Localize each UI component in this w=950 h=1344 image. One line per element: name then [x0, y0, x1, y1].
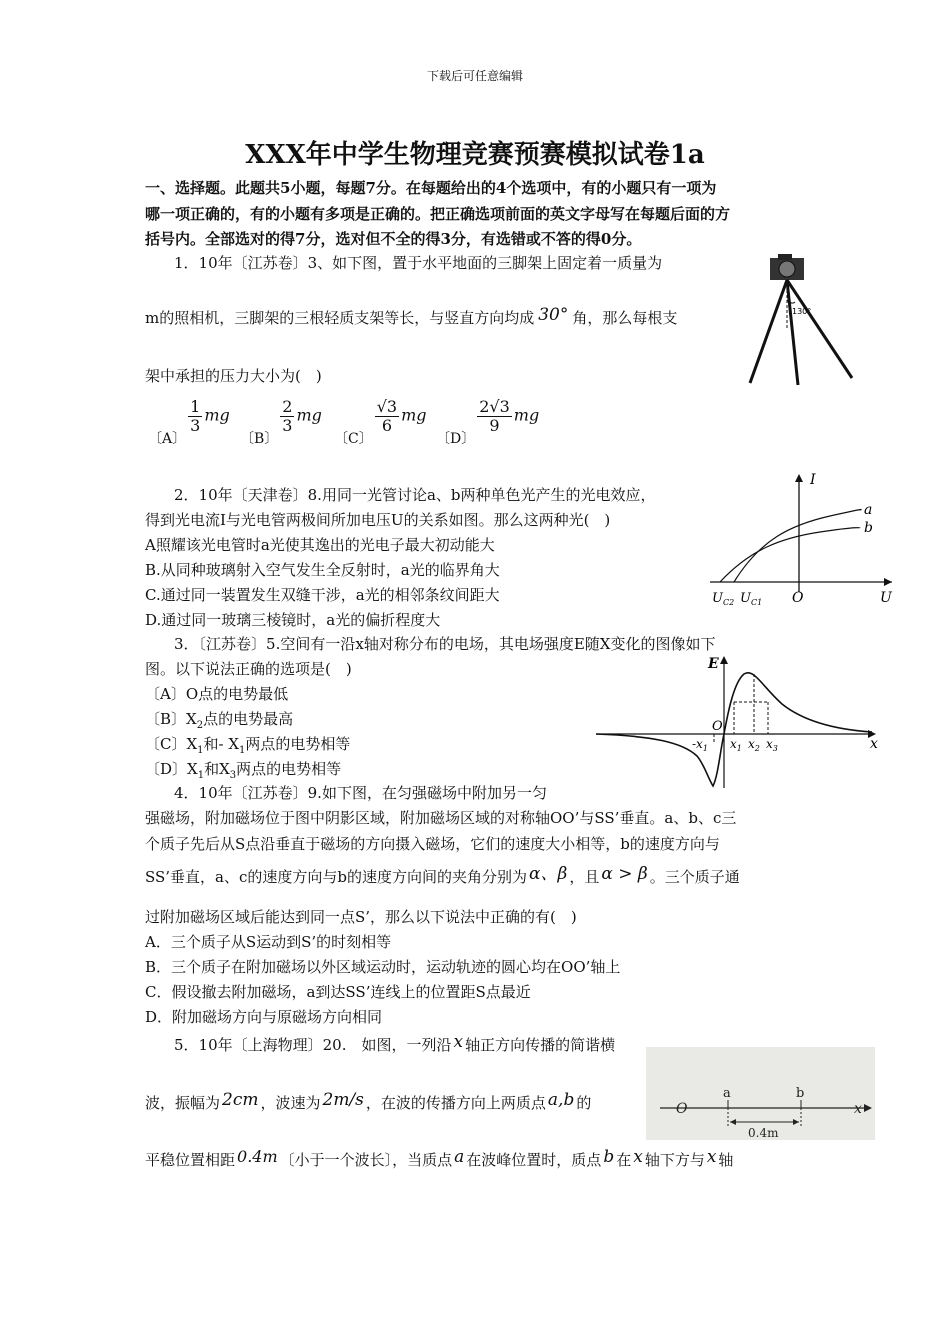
q5-a-var: a — [454, 1147, 465, 1167]
field-curve-negative — [596, 734, 724, 786]
q3-line1: 3．〔江苏卷〕5.空间有一沿x轴对称分布的电场，其电场强度E随X变化的图像如下 — [174, 635, 716, 653]
q2-option-a: A照耀该光电管时a光使其逸出的光电子最大初动能大 — [145, 536, 495, 554]
neg-x1-label: $-x_1$ — [692, 737, 708, 753]
q5-x-var-2: x — [633, 1147, 643, 1167]
q5-line3b: 〔小于一个波长〕，当质点 — [279, 1151, 453, 1169]
curve-a-label: a — [864, 502, 873, 518]
i-axis-arrow-icon — [795, 474, 803, 482]
uc1-label: $U_{C1}$ — [740, 591, 763, 607]
q3-option-d-pre: 〔D〕X — [145, 760, 198, 778]
q2-option-c: C.通过同一装置发生双缝干涉，a光的相邻条纹间距大 — [145, 586, 500, 604]
q5-line1b: 轴正方向传播的简谐横 — [465, 1036, 616, 1054]
q1-option-a-tail: mg — [204, 405, 230, 425]
q5-line2d: 的 — [576, 1094, 592, 1112]
curve-a — [734, 510, 861, 582]
q3-option-b-post: 点的电势最高 — [203, 710, 294, 728]
q5-line3a: 平稳位置相距 — [145, 1151, 236, 1169]
field-curve-positive — [724, 673, 872, 734]
q3-option-c — [145, 734, 350, 761]
x3-label: $x_3$ — [766, 737, 778, 753]
uc2-label: $U_{C2}$ — [712, 591, 735, 607]
q1-option-c — [334, 398, 427, 448]
q5-x-var-3: x — [706, 1147, 717, 1167]
q3-option-b-sub: 2 — [196, 720, 204, 731]
q3-option-d-sub2: 3 — [229, 770, 237, 781]
q4-line3: 个质子先后从S点沿垂直于磁场的方向摄入磁场，它们的速度大小相等，b的速度方向与 — [145, 835, 720, 853]
q4-inequality: α > β — [601, 864, 648, 884]
wave-x-label: x — [854, 1101, 862, 1117]
q3-option-d-sub: 1 — [197, 770, 205, 781]
q1-option-a — [148, 398, 230, 448]
q1-option-d-den: 9 — [489, 416, 500, 435]
q1-option-a-num: 1 — [190, 397, 201, 416]
page-header: 下载后可任意编辑 — [426, 69, 523, 83]
q3-option-a — [145, 684, 288, 704]
q3-option-a-text: 〔A〕O点的电势最低 — [145, 685, 289, 703]
q1-option-d-tail: mg — [513, 405, 540, 425]
x-axis-label: x — [870, 736, 878, 752]
origin-label: O — [712, 719, 723, 734]
q3-option-b-pre: 〔B〕X — [145, 710, 197, 728]
q4-line2: 强磁场，附加磁场位于图中阴影区域，附加磁场区域的对称轴OO’与SS’垂直。a、b、c三 — [145, 809, 737, 827]
q4-option-d: D．附加磁场方向与原磁场方向相同 — [145, 1008, 383, 1026]
q5-line3f: 轴 — [718, 1151, 734, 1169]
q1-option-d-num: 2√3 — [479, 397, 510, 416]
q5-amplitude: 2cm — [222, 1090, 259, 1110]
q1-option-a-den: 3 — [190, 416, 201, 435]
q2-option-b: B.从同种玻璃射入空气发生全反射时，a光的临界角大 — [145, 561, 500, 579]
origin-label: O — [792, 590, 804, 606]
q5-line2a: 波，振幅为 — [145, 1094, 221, 1112]
q3-option-c-post2: 两点的电势相等 — [245, 735, 351, 753]
tripod-angle-label: 130° — [792, 307, 812, 316]
q4-line4 — [145, 864, 740, 887]
q5-distance: 0.4m — [237, 1147, 278, 1166]
q5-line2b: ，波速为 — [260, 1094, 321, 1112]
q1-option-a-label: 〔A〕 — [148, 430, 187, 447]
q3-option-c-sub2: 1 — [239, 745, 246, 756]
q2-line2: 得到光电流I与光电管两极间所加电压U的关系如图。那么这两种光( ) — [145, 511, 611, 529]
section-instructions-line2: 哪一项正确的，有的小题有多项是正确的。把正确选项前面的英文字母写在每题后面的方 — [145, 205, 731, 223]
photoelectric-iv-graph — [700, 470, 900, 610]
q4-alpha-beta: α、β — [529, 864, 568, 884]
q1-option-b-num: 2 — [282, 397, 293, 416]
q3-line2: 图。以下说法正确的选项是( ) — [145, 660, 352, 678]
wave-figure — [646, 1047, 875, 1140]
q1-option-c-tail: mg — [401, 405, 427, 425]
q5-line3c: 在波峰位置时，质点 — [466, 1151, 602, 1169]
q3-option-d-post2: 两点的电势相等 — [236, 760, 342, 778]
q5-line2c: ，在波的传播方向上两质点 — [365, 1094, 546, 1112]
q1-option-c-den: 6 — [381, 416, 392, 435]
u-axis-arrow-icon — [884, 578, 892, 586]
q2-option-d: D.通过同一玻璃三棱镜时，a光的偏折程度大 — [145, 611, 441, 629]
q5-ab: a,b — [547, 1090, 575, 1110]
page-title: XXX年中学生物理竞赛预赛模拟试卷1a — [245, 140, 705, 170]
section-instructions-line1: 一、选择题。此题共5小题，每题7分。在每题给出的4个选项中，有的小题只有一项为 — [145, 179, 717, 197]
wave-point-a: a — [723, 1086, 731, 1101]
q1-option-d-label: 〔D〕 — [436, 430, 476, 447]
i-axis-label: I — [810, 472, 816, 488]
q4-option-c: C．假设撤去附加磁场，a到达SS’连线上的位置距S点最近 — [145, 983, 531, 1001]
q3-option-d-post: 和X — [204, 760, 230, 778]
q4-option-b: B．三个质子在附加磁场以外区域运动时，运动轨迹的圆心均在OO’轴上 — [145, 958, 621, 976]
q1-line2a: m的照相机，三脚架的三根轻质支架等长，与竖直方向均成 — [145, 309, 535, 327]
q1-option-d — [436, 398, 539, 448]
q3-option-b — [145, 709, 293, 736]
q5-line3e: 轴下方与 — [644, 1151, 705, 1169]
electric-field-graph — [592, 652, 884, 792]
e-axis-arrow-icon — [720, 656, 728, 664]
q5-line2 — [145, 1090, 591, 1113]
wave-distance-label: 0.4m — [748, 1126, 779, 1140]
q1-option-b-tail: mg — [296, 405, 322, 425]
q1-option-c-num: √3 — [376, 397, 398, 416]
q3-option-d — [145, 759, 341, 786]
q3-option-c-pre: 〔C〕X — [145, 735, 198, 753]
q5-line3 — [145, 1147, 733, 1170]
wave-origin: O — [676, 1101, 688, 1117]
q1-option-b — [240, 398, 322, 448]
q1-angle: 30° — [538, 305, 569, 325]
u-axis-label: U — [880, 590, 892, 606]
x2-label: $x_2$ — [748, 737, 760, 753]
q3-option-c-sub: 1 — [197, 745, 204, 756]
q4-line4a: SS’垂直，a、c的速度方向与b的速度方向间的夹角分别为 — [145, 868, 528, 886]
q4-line5: 过附加磁场区域后能达到同一点S’，那么以下说法中正确的有( ) — [145, 908, 577, 926]
q4-line4b: ，且 — [569, 868, 600, 886]
q2-line1: 2．10年〔天津卷〕8.用同一光管讨论a、b两种单色光产生的光电效应， — [174, 486, 656, 504]
wave-axis-arrow-icon — [864, 1104, 872, 1112]
q1-option-b-label: 〔B〕 — [240, 430, 279, 447]
q5-line1a: 5．10年〔上海物理〕20. 如图，一列沿 — [174, 1036, 452, 1054]
e-axis-label: E — [708, 656, 719, 672]
section-instructions-line3: 括号内。全部选对的得7分，选对但不全的得3分，有选错或不答的得0分。 — [145, 230, 642, 248]
tripod-camera-figure — [740, 250, 860, 390]
q1-option-b-den: 3 — [282, 416, 293, 435]
q1-line2b: 角，那么每根支 — [572, 309, 678, 327]
curve-b-label: b — [864, 520, 873, 536]
q1-line3: 架中承担的压力大小为( ) — [145, 367, 322, 385]
q4-line4c: 。三个质子通 — [649, 868, 740, 886]
q1-option-c-label: 〔C〕 — [334, 430, 373, 447]
q5-x-var: x — [453, 1032, 464, 1052]
q1-line1: 1．10年〔江苏卷〕3、如下图，置于水平地面的三脚架上固定着一质量为 — [174, 254, 663, 272]
q4-line1: 4．10年〔江苏卷〕9.如下图，在匀强磁场中附加另一匀 — [174, 784, 547, 802]
curve-b — [720, 528, 860, 582]
q1-line2 — [145, 305, 677, 328]
q5-line3d: 在 — [616, 1151, 632, 1169]
x1-label: $x_1$ — [730, 737, 742, 753]
wave-point-b: b — [796, 1086, 805, 1101]
q4-option-a: A．三个质子从S运动到S’的时刻相等 — [145, 933, 392, 951]
q5-b-var: b — [603, 1147, 615, 1167]
q5-speed: 2m/s — [322, 1090, 364, 1110]
q5-line1 — [174, 1032, 615, 1055]
q3-option-c-post: 和- X — [203, 735, 240, 753]
